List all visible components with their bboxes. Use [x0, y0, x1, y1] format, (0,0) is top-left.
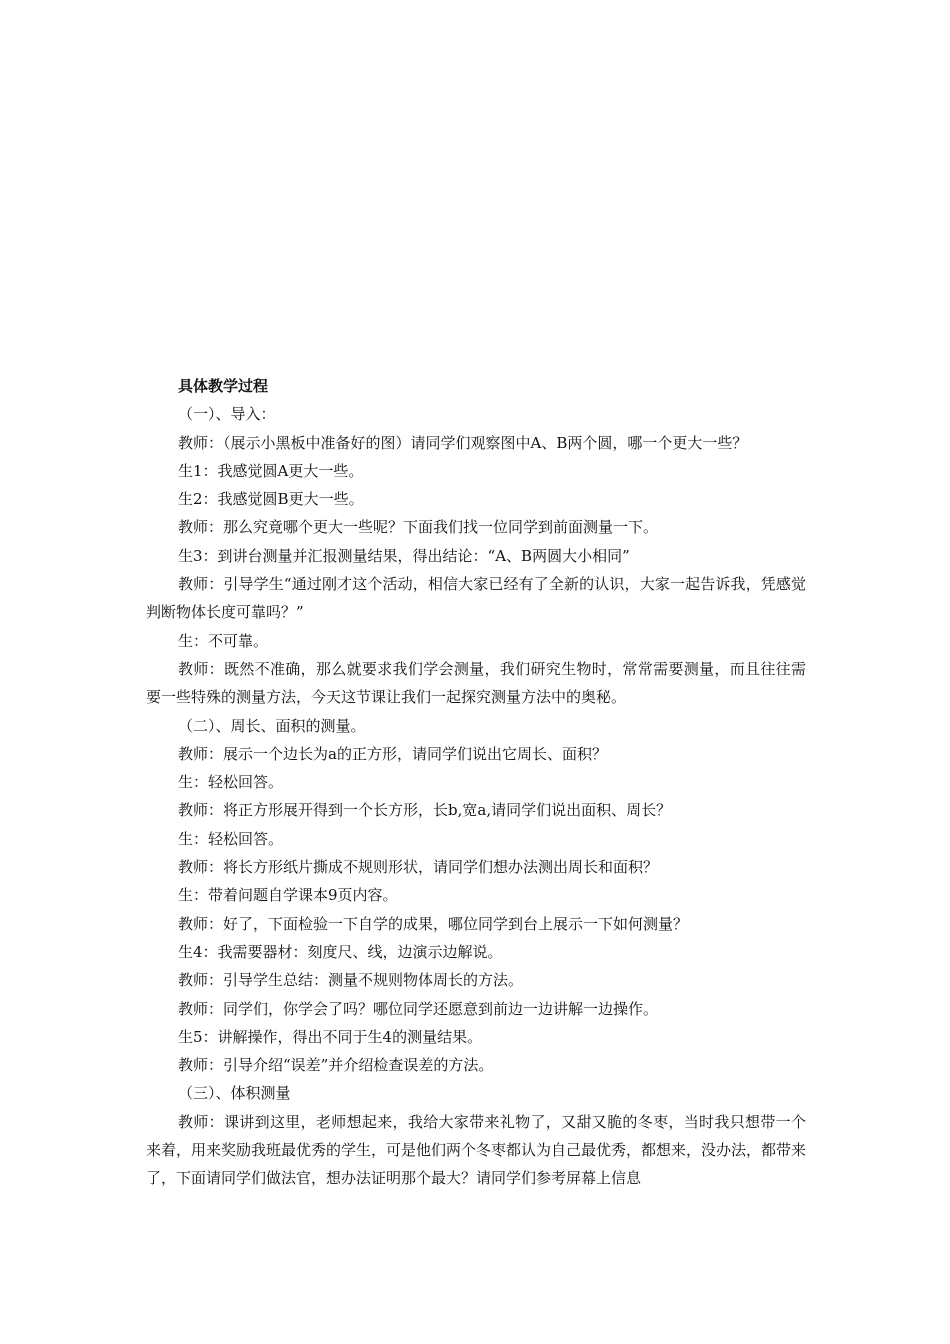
text-line: 教师：同学们，你学会了吗？哪位同学还愿意到前边一边讲解一边操作。	[178, 999, 659, 1018]
paragraph: 教师：既然不准确，那么就要求我们学会测量，我们研究生物时，常常需要测量，而且往往需要一些特殊的测量方法，今天这节课让我们一起探究测量方法中的奥秘。	[146, 659, 806, 707]
document-body	[146, 372, 806, 1193]
text-line: 生1：我感觉圆A更大一些。	[178, 461, 364, 480]
text-line: 教师：展示一个边长为a的正方形，请同学们说出它周长、面积？	[178, 744, 607, 763]
text-line: 教师：将长方形纸片撕成不规则形状，请同学们想办法测出周长和面积？	[178, 858, 659, 877]
text-line: 教师：好了，下面检验一下自学的成果，哪位同学到台上展示一下如何测量？	[178, 914, 689, 933]
text-line: （三）、体积测量	[178, 1084, 291, 1103]
text-line: 生2：我感觉圆B更大一些。	[178, 490, 364, 509]
text-line: 生5：讲解操作，得出不同于生4的测量结果。	[178, 1027, 483, 1046]
text-line: 教师：将正方形展开得到一个长方形，长b,宽a,请同学们说出面积、周长？	[178, 801, 672, 820]
paragraph: 教师：引导学生“通过刚才这个活动，相信大家已经有了全新的认识，大家一起告诉我，凭感觉判断物体长度可靠吗？”	[146, 575, 806, 622]
text-line: 生：带着问题自学课本9页内容。	[178, 886, 398, 905]
text-line: 教师：引导介绍“误差”并介绍检查误差的方法。	[178, 1056, 494, 1075]
text-line: 教师：（展示小黑板中准备好的图）请同学们观察图中A、B两个圆，哪一个更大一些？	[178, 433, 748, 452]
text-line: 教师：引导学生总结：测量不规则物体周长的方法。	[178, 971, 524, 990]
text-line: 教师：那么究竟哪个更大一些呢？下面我们找一位同学到前面测量一下。	[178, 518, 659, 537]
text-line: 生：轻松回答。	[178, 773, 284, 792]
text-line: 生：不可靠。	[178, 631, 269, 650]
text-line: （一）、导入：	[178, 405, 276, 424]
text-line: 生4：我需要器材：刻度尺、线，边演示边解说。	[178, 942, 503, 961]
text-line: （二）、周长、面积的测量。	[178, 716, 366, 735]
text-line: 生：轻松回答。	[178, 829, 284, 848]
section-title: 具体教学过程	[178, 377, 269, 395]
paragraph: 教师：课讲到这里，老师想起来，我给大家带来礼物了，又甜又脆的冬枣，当时我只想带一个来着，用来奖励我班最优秀的学生，可是他们两个冬枣都认为自己最优秀，都想来，没办法，都带来了，下面请同学们做法官，想办法证明那个最大？请同学们参考屏幕上信息	[146, 1112, 807, 1188]
text-line: 生3：到讲台测量并汇报测量结果，得出结论：“A、B两圆大小相同”	[178, 546, 630, 565]
